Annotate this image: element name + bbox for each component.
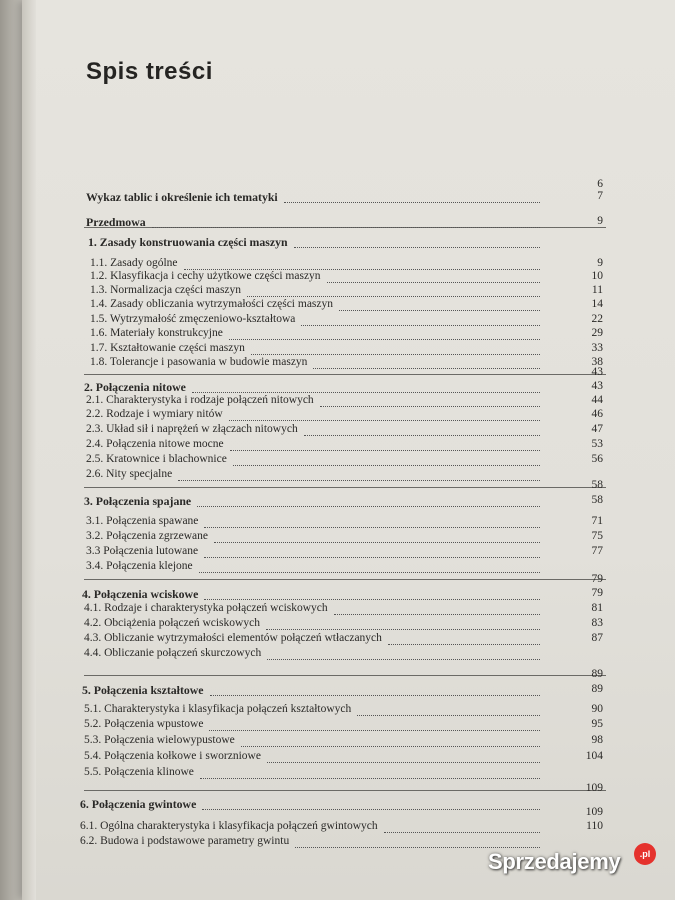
toc-page-number: 38 [591, 356, 603, 368]
toc-entry-title: 3.3 Połączenia lutowane [86, 545, 199, 557]
leader-dots [267, 760, 540, 763]
toc-entry-title: 1.2. Klasyfikacja i cechy użytkowe części maszyn [90, 270, 321, 282]
toc-entry-title: 2.4. Połączenia nitowe mocne [86, 438, 224, 450]
toc-entry-title: 1.1. Zasady ogólne [90, 257, 178, 269]
toc-entry-title: 2.3. Układ sił i naprężeń w złączach nitowych [86, 423, 298, 435]
toc-entry-title: 5.3. Połączenia wielowypustowe [84, 734, 235, 746]
toc-entry-title: 4.4. Obliczanie połączeń skurczowych [84, 647, 262, 659]
toc-page-number: 56 [591, 453, 603, 465]
leader-dots [152, 225, 540, 228]
leader-dots [267, 657, 540, 660]
leader-dots [266, 627, 540, 630]
toc-entry-title: 5.4. Połączenia kołkowe i sworzniowe [84, 750, 261, 762]
toc-entry-title: 5.1. Charakterystyka i klasyfikacja połączeń kształtowych [84, 703, 352, 715]
leader-dots [304, 433, 540, 436]
toc-page-number: 6 [597, 178, 603, 190]
toc-entry-title: 1.5. Wytrzymałość zmęczeniowo-kształtowa [90, 313, 296, 325]
toc-page-number: 110 [586, 820, 603, 832]
toc-page-number: 33 [591, 342, 603, 354]
toc-page-number: 9 [597, 257, 603, 269]
toc-page-number: 14 [591, 298, 603, 310]
leader-dots [294, 245, 540, 248]
toc-entry-title: 3.4. Połączenia klejone [86, 560, 193, 572]
leader-dots [301, 323, 540, 326]
leader-dots [384, 830, 540, 833]
toc-entry-title: 3.2. Połączenia zgrzewane [86, 530, 208, 542]
toc-entry-title: 5.5. Połączenia klinowe [84, 766, 194, 778]
toc-page-number: 104 [585, 750, 603, 762]
toc-page-number: 89 [591, 668, 603, 680]
toc-entry-title: 1.6. Materiały konstrukcyjne [90, 327, 223, 339]
toc-page-number: 43 [591, 366, 603, 378]
toc-page-number: 90 [591, 703, 603, 715]
watermark-logo: Sprzedajemy [488, 849, 621, 874]
toc-entry-title: 4. Połączenia wciskowe [82, 587, 199, 601]
leader-dots [197, 504, 540, 507]
leader-dots [204, 597, 540, 600]
toc-page-number: 95 [591, 718, 603, 730]
toc-entry-title: 6.2. Budowa i podstawowe parametry gwintu [80, 835, 290, 847]
leader-dots [251, 352, 540, 355]
leader-dots [204, 555, 540, 558]
toc-entry-title: 6. Połączenia gwintowe [80, 797, 197, 811]
toc-entry-title: 1. Zasady konstruowania części maszyn [88, 235, 288, 249]
toc-page-number: 46 [591, 408, 603, 420]
toc-page-number: 44 [591, 394, 603, 406]
leader-dots [295, 845, 540, 848]
toc-entry-title: 4.1. Rodzaje i charakterystyka połączeń wciskowych [84, 602, 328, 614]
toc-entry-title: Przedmowa [86, 215, 146, 229]
toc-page-number: 71 [591, 515, 603, 527]
toc-entry [0, 190, 653, 208]
leader-dots [388, 642, 540, 645]
toc-entry-title: 4.2. Obciążenia połączeń wciskowych [84, 617, 260, 629]
toc-entry-title: 2.1. Charakterystyka i rodzaje połączeń nitowych [86, 394, 314, 406]
leader-dots [192, 390, 540, 393]
toc-entry [0, 494, 653, 512]
toc-entry-title: 2.2. Rodzaje i wymiary nitów [86, 408, 223, 420]
toc-page-number: 77 [591, 545, 603, 557]
toc-entry-title: 5.2. Połączenia wpustowe [84, 718, 204, 730]
leader-dots [200, 776, 540, 779]
leader-dots [209, 728, 540, 731]
watermark-badge: .pl [634, 843, 656, 865]
toc-entry [0, 215, 653, 233]
toc-entry-title: 3. Połączenia spajane [84, 494, 192, 508]
leader-dots [229, 418, 540, 421]
leader-dots [339, 308, 540, 311]
leader-dots [241, 744, 540, 747]
leader-dots [284, 200, 540, 203]
toc-page-number: 109 [585, 806, 603, 818]
toc-entry-title: 1.7. Kształtowanie części maszyn [90, 342, 245, 354]
toc-page-number: 81 [591, 602, 603, 614]
toc-page-number: 43 [591, 380, 603, 392]
toc-page-number: 79 [591, 587, 603, 599]
leader-dots [229, 337, 540, 340]
toc-entry-title: 2.5. Kratownice i blachownice [86, 453, 227, 465]
leader-dots [357, 713, 540, 716]
toc-page-number: 89 [591, 683, 603, 695]
toc-page-number: 75 [591, 530, 603, 542]
toc-page-number: 83 [591, 617, 603, 629]
toc-entry [0, 683, 653, 701]
toc-entry-title: 1.4. Zasady obliczania wytrzymałości części maszyn [90, 298, 334, 310]
toc-page-number: 11 [591, 284, 603, 296]
toc-page-number: 53 [591, 438, 603, 450]
toc-entry-title: 3.1. Połączenia spawane [86, 515, 199, 527]
leader-dots [334, 612, 540, 615]
toc-page-number: 22 [591, 313, 603, 325]
leader-dots [214, 540, 540, 543]
toc-page-number: 58 [591, 494, 603, 506]
toc-entry-title: 2.6. Nity specjalne [86, 468, 173, 480]
toc-page-number: 29 [591, 327, 603, 339]
toc-entry-title: 1.8. Tolerancje i pasowania w budowie maszyn [90, 356, 308, 368]
toc-page-number: 9 [597, 215, 603, 227]
toc-page-number: 10 [591, 270, 603, 282]
toc-entry-title: 5. Połączenia kształtowe [82, 683, 204, 697]
page-title: Spis treści [86, 58, 213, 85]
leader-dots [233, 463, 540, 466]
toc-page-number: 98 [591, 734, 603, 746]
toc-page-number: 79 [591, 573, 603, 585]
leader-dots [210, 693, 540, 696]
leader-dots [320, 404, 540, 407]
toc-entry-title: 4.3. Obliczanie wytrzymałości elementów połączeń wtłaczanych [84, 632, 382, 644]
leader-dots [327, 280, 540, 283]
toc-page-number: 109 [585, 782, 603, 794]
toc-entry-title: 6.1. Ogólna charakterystyka i klasyfikacja połączeń gwintowych [80, 820, 378, 832]
leader-dots [204, 525, 540, 528]
toc-page-number: 87 [591, 632, 603, 644]
toc-page-number: 58 [591, 479, 603, 491]
leader-dots [247, 294, 540, 297]
toc-entry-title: 1.3. Normalizacja części maszyn [90, 284, 242, 296]
toc-entry-title: Wykaz tablic i określenie ich tematyki [86, 190, 278, 204]
toc-entry [0, 235, 653, 253]
toc-entry-title: 2. Połączenia nitowe [84, 380, 186, 394]
toc-entry [0, 647, 653, 665]
toc-page-number: 7 [597, 190, 603, 202]
leader-dots [230, 448, 540, 451]
toc-page-number: 47 [591, 423, 603, 435]
